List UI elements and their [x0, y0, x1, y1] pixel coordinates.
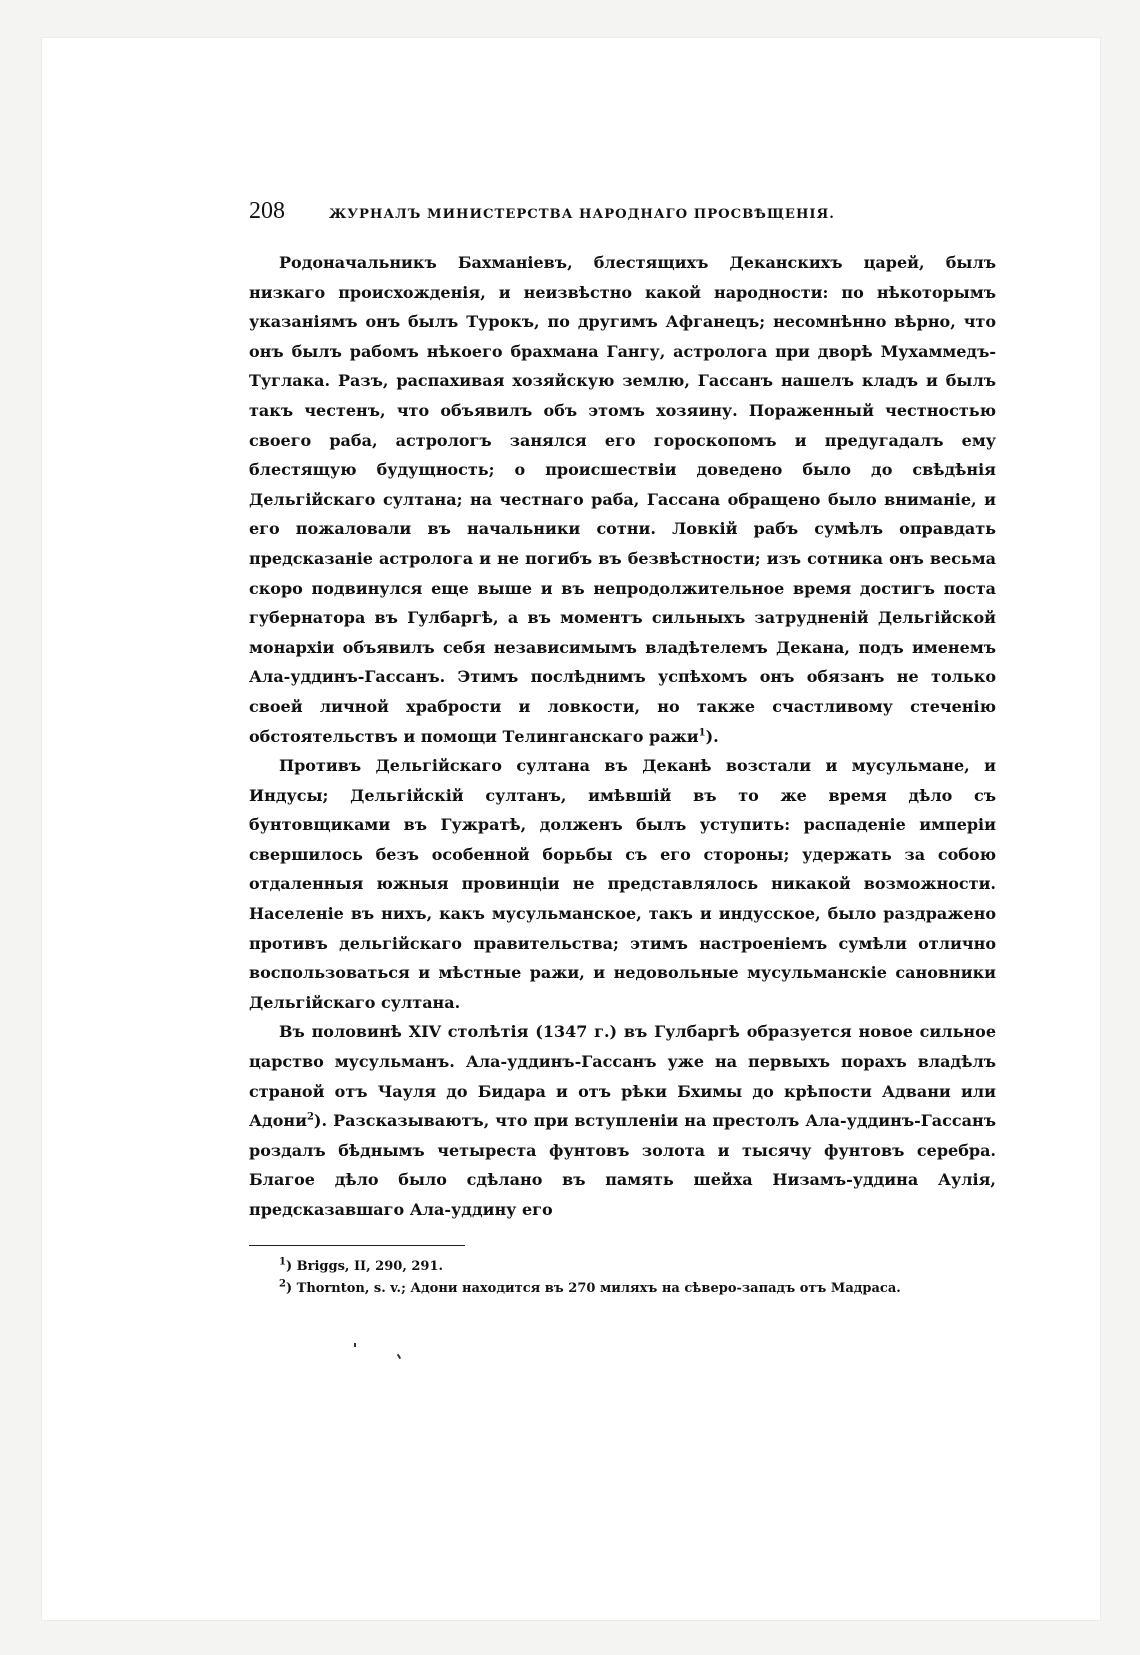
footnote-mark: 1 — [279, 1256, 286, 1268]
paragraph — [249, 1017, 996, 1224]
running-head: ЖУРНАЛЪ МИНИСТЕРСТВА НАРОДНАГО ПРОСВѢЩЕНІЯ. — [329, 207, 835, 222]
paragraph-text: Въ половинѣ XIV столѣтія (1347 г.) въ Гулбаргѣ образуется новое сильное царство мусульманъ. Ала-уддинъ-Гассанъ уже на первыхъ порахъ владѣлъ страной отъ Чауля до Бидара и отъ рѣки Бхимы до крѣпости Адвани или Адони — [249, 1022, 996, 1131]
footnote-reference: 1 — [698, 727, 706, 739]
ink-speck — [354, 1343, 356, 1347]
paragraph-text-continued: ). — [705, 726, 719, 746]
paragraph-text: Родоначальникъ Бахманіевъ, блестящихъ Деканскихъ царей, былъ низкаго происхожденія, и неизвѣстно какой народности: по нѣкоторымъ указаніямъ онъ былъ Турокъ, по другимъ Афганецъ; несомнѣнно вѣрно, что онъ былъ рабомъ нѣкоего брахмана Гангу, астролога при дворѣ Мухаммедъ-Туглака. Разъ, распахивая хозяйскую землю, Гассанъ нашелъ кладъ и былъ такъ честенъ, что объявилъ объ этомъ хозяину. Пораженный честностью своего раба, астрологъ занялся его гороскопомъ и предугадалъ ему блестящую будущность; о происшествіи доведено было до свѣдѣнія Дельгійскаго султана; на честнаго раба, Гассана обращено было вниманіе, и его пожаловали въ начальники сотни. Ловкій рабъ сумѣлъ оправдать предсказаніе астролога и не погибъ въ безвѣстности; изъ сотника онъ весьма скоро подвинулся еще выше и въ непродолжительное время достигъ поста губернатора въ Гулбаргѣ, а въ моментъ сильныхъ затрудненій Дельгійской монархіи объявилъ себя независимымъ владѣтелемъ Декана, подъ именемъ Ала-уддинъ-Гассанъ. Этимъ послѣднимъ успѣхомъ онъ обязанъ не только своей личной храбрости и ловкости, но также счастливому стеченію обстоятельствъ и помощи Телинганскаго ражи — [249, 253, 996, 746]
footnote — [249, 1256, 996, 1278]
page-header — [249, 198, 996, 232]
footnote-divider — [249, 1245, 465, 1246]
footnote-reference: 2 — [306, 1111, 314, 1123]
paragraph — [249, 751, 996, 1017]
book-page — [249, 198, 996, 1300]
footnote-text: ) Briggs, II, 290, 291. — [285, 1258, 444, 1274]
footnote-text: ) Thornton, s. v.; Адони находится въ 270 миляхъ на сѣверо-западъ отъ Мадраса. — [285, 1280, 901, 1296]
paragraph-text: Противъ Дельгійскаго султана въ Деканѣ возстали и мусульмане, и Индусы; Дельгійскій султанъ, имѣвшій въ то же время дѣло съ бунтовщиками въ Гужратѣ, долженъ былъ уступить: распаденіе имперіи свершилось безъ особенной борьбы съ его стороны; удержать за собою отдаленныя южныя провинціи не представлялось никакой возможности. Населеніе въ нихъ, какъ мусульманское, такъ и индусское, было раздражено противъ дельгійскаго правительства; этимъ настроеніемъ сумѣли отлично воспользоваться и мѣстные ражи, и недовольные мусульманскіе сановники Дельгійскаго султана. — [249, 756, 996, 1012]
body-text — [249, 248, 996, 1225]
footnote-mark: 2 — [279, 1278, 286, 1290]
paragraph-text-continued: ). Разсказываютъ, что при вступленіи на престолъ Ала-уддинъ-Гассанъ роздалъ бѣднымъ четыреста фунтовъ золота и тысячу фунтовъ серебра. Благое дѣло было сдѣлано въ память шейха Низамъ-уддина Аулія, предсказавшаго Ала-уддину его — [249, 1111, 996, 1219]
page-number: 208 — [249, 198, 285, 224]
footnote — [249, 1278, 996, 1300]
paragraph — [249, 248, 996, 751]
footnotes — [249, 1256, 996, 1300]
